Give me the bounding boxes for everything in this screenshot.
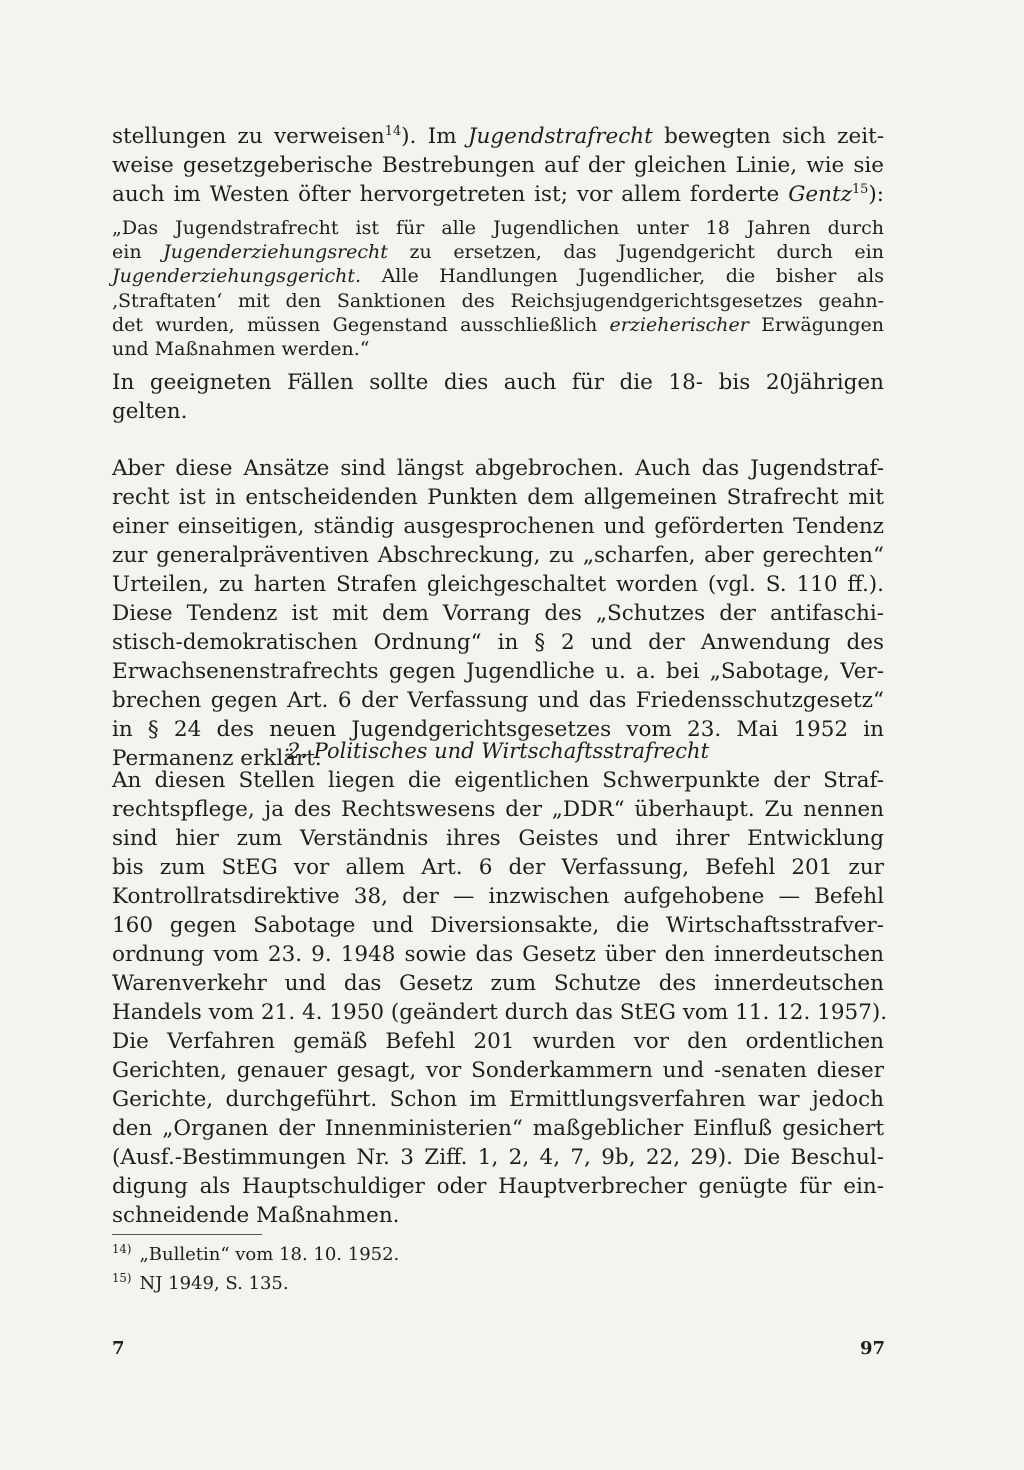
text-line: Warenverkehr und das Gesetz zum Schutze des innerdeutschen	[112, 971, 884, 996]
text-line: Erwachsenenstrafrechts gegen Jugendliche u. a. bei „Sabotage, Ver-	[112, 659, 884, 684]
footnote-number: 15)	[112, 1271, 132, 1285]
text-line: weise gesetzgeberische Bestrebungen auf der gleichen Linie, wie sie	[112, 153, 884, 178]
text-run: ein	[112, 241, 164, 264]
text-line: bis zum StEG vor allem Art. 6 der Verfassung, Befehl 201 zur	[112, 855, 884, 880]
text-line: in § 24 des neuen Jugendgerichtsgesetzes vom 23. Mai 1952 in	[112, 717, 884, 742]
text-run: ). Im	[401, 124, 468, 149]
text-line: gelten.	[112, 399, 188, 424]
text-line: recht ist in entscheidenden Punkten dem allgemeinen Strafrecht mit	[112, 485, 884, 510]
text-run: zu ersetzen, das Jugendgericht durch ein	[387, 241, 884, 264]
text-line	[112, 313, 884, 337]
text-line: Die Verfahren gemäß Befehl 201 wurden vor den ordentlichen	[112, 1029, 884, 1054]
emphasis: Jugenderziehungsrecht	[163, 241, 388, 264]
text-run: stellungen zu verweisen	[112, 124, 385, 149]
paragraph-3	[112, 454, 884, 773]
text-line: Permanenz erklärt.	[112, 746, 322, 771]
text-line: schneidende Maßnahmen.	[112, 1203, 400, 1228]
text-line: einer einseitigen, ständig ausgesprochenen und geförderten Tendenz	[112, 514, 884, 539]
footnote	[112, 1240, 399, 1269]
footnote-text: „Bulletin“ vom 18. 10. 1952.	[139, 1244, 400, 1265]
text-line: zur generalpräventiven Abschreckung, zu „scharfen, aber gerechten“	[112, 543, 884, 568]
signature-mark: 7	[112, 1338, 125, 1359]
text-run: ):	[868, 182, 884, 207]
footnote	[112, 1269, 399, 1298]
footnote-text: NJ 1949, S. 135.	[139, 1273, 289, 1294]
footnote-divider	[112, 1234, 262, 1235]
text-run: auch im Westen öfter hervorgetreten ist; vor allem forderte	[112, 182, 789, 207]
text-run: Erwägungen	[748, 313, 884, 336]
page-number: 97	[859, 1338, 885, 1359]
block-quote	[112, 216, 884, 361]
text-line: In geeigneten Fällen sollte dies auch für die 18- bis 20jährigen	[112, 370, 884, 395]
text-line: 160 gegen Sabotage und Diversionsakte, die Wirtschaftsstrafver-	[112, 913, 884, 938]
text-run: det wurden, müssen Gegenstand ausschließlich	[112, 313, 610, 336]
text-line: (Ausf.-Bestimmungen Nr. 3 Ziff. 1, 2, 4, 7, 9b, 22, 29). Die Beschul-	[112, 1145, 884, 1170]
footnotes	[112, 1240, 399, 1298]
text-line: Diese Tendenz ist mit dem Vorrang des „Schutzes der antifaschi-	[112, 601, 884, 626]
footnote-ref: 14	[384, 123, 402, 139]
emphasis: erzieherischer	[609, 313, 749, 336]
text-line: den „Organen der Innenministerien“ maßgeblicher Einfluß gesichert	[112, 1116, 884, 1141]
paragraph-1	[112, 122, 884, 209]
text-line: stisch-demokratischen Ordnung“ in § 2 und der Anwendung des	[112, 630, 884, 655]
text-line: ordnung vom 23. 9. 1948 sowie das Gesetz über den innerdeutschen	[112, 942, 884, 967]
text-line: digung als Hauptschuldiger oder Hauptverbrecher genügte für ein-	[112, 1174, 884, 1199]
text-line	[112, 180, 884, 209]
text-line: Gerichte, durchgeführt. Schon im Ermittlungsverfahren war jedoch	[112, 1087, 884, 1112]
text-line: Urteilen, zu harten Strafen gleichgeschaltet worden (vgl. S. 110 ff.).	[112, 572, 884, 597]
text-line: sind hier zum Verständnis ihres Geistes und ihrer Entwicklung	[112, 826, 884, 851]
text-line: An diesen Stellen liegen die eigentlichen Schwerpunkte der Straf-	[112, 768, 884, 793]
footnote-ref: 15	[851, 181, 869, 197]
emphasis: Jugenderziehungsgericht.	[112, 265, 362, 288]
text-line	[112, 240, 884, 264]
emphasis: Jugendstrafrecht	[467, 124, 653, 149]
text-line: „Das Jugendstrafrecht ist für alle Jugendlichen unter 18 Jahren durch	[112, 217, 884, 239]
paragraph-2	[112, 368, 884, 426]
text-line: und Maßnahmen werden.“	[112, 338, 370, 361]
text-run: Alle Handlungen Jugendlicher, die bisher als	[361, 265, 884, 288]
text-line: ‚Straftaten‘ mit den Sanktionen des Reichsjugendgerichtsgesetzes geahn-	[112, 289, 884, 312]
paragraph-4	[112, 766, 888, 1230]
text-line: Kontrollratsdirektive 38, der — inzwischen aufgehobene — Befehl	[112, 884, 884, 909]
text-line	[112, 264, 884, 288]
text-line: Handels vom 21. 4. 1950 (geändert durch das StEG vom 11. 12. 1957).	[112, 1000, 888, 1025]
footnote-number: 14)	[112, 1242, 132, 1256]
text-line	[112, 122, 884, 151]
text-line: Gerichten, genauer gesagt, vor Sonderkammern und -senaten dieser	[112, 1058, 884, 1083]
section-heading: 2. Politisches und Wirtschaftsstrafrecht	[286, 739, 710, 763]
emphasis: Gentz	[788, 182, 852, 207]
text-line: rechtspflege, ja des Rechtswesens der „DDR“ überhaupt. Zu nennen	[112, 797, 884, 822]
text-run: bewegten sich zeit-	[652, 124, 884, 149]
text-line: brechen gegen Art. 6 der Verfassung und das Friedensschutzgesetz“	[112, 688, 884, 713]
text-line: Aber diese Ansätze sind längst abgebrochen. Auch das Jugendstraf-	[112, 456, 884, 481]
